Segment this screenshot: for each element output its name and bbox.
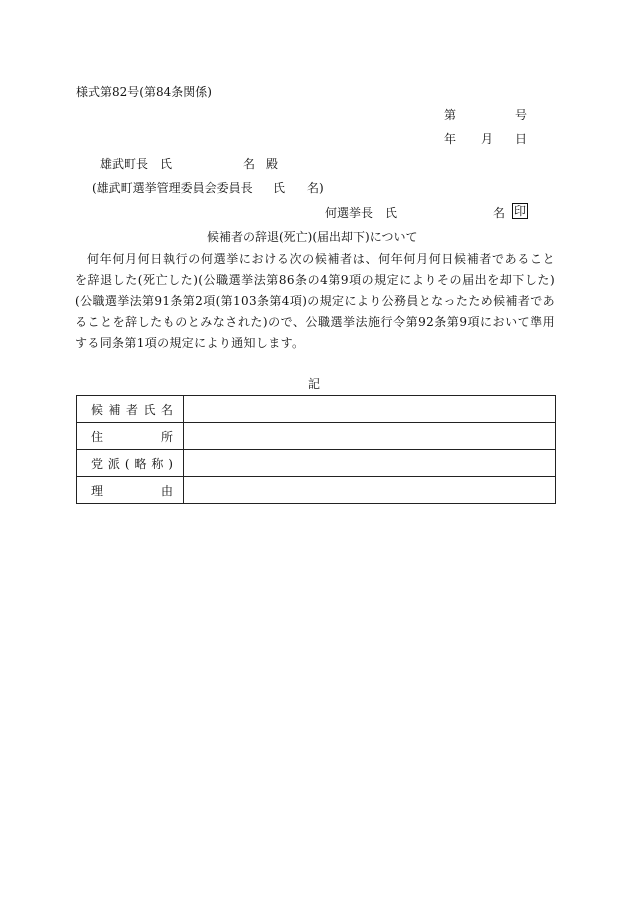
row-value	[184, 423, 556, 450]
sender-title: 何選挙長	[325, 206, 374, 220]
date-month: 月	[481, 132, 494, 146]
candidate-detail-table	[76, 395, 556, 504]
addressee-committee-name-mark: 氏	[273, 181, 286, 195]
date-year: 年	[444, 132, 457, 146]
row-value	[184, 396, 556, 423]
table-row	[77, 396, 556, 423]
seal-stamp: 印	[514, 204, 527, 218]
addressee-mayor-title: 雄武町長	[100, 157, 149, 171]
notice-heading: 記	[308, 377, 321, 391]
date-day: 日	[515, 132, 528, 146]
number-prefix: 第	[444, 108, 457, 122]
notice-body: 何年何月何日執行の何選挙における次の候補者は、何年何月何日候補者であることを辞退した(死亡した)(公職選挙法第86条の4第9項の規定によりその届出を却下した)(公職選挙法第91条第2項(第103条第4項)の規定により公務員となったため候補者であることを辞したものとみなされた)ので、公職選挙法施行令第92条第9項において準用する同条第1項の規定により通知します。	[75, 252, 555, 350]
addressee-mayor-honorific: 殿	[266, 157, 279, 171]
table-row	[77, 477, 556, 504]
addressee-committee-title: (雄武町選挙管理委員会委員長	[92, 181, 253, 195]
number-suffix: 号	[515, 108, 528, 122]
table-row	[77, 450, 556, 477]
sender-name-mark: 氏	[385, 206, 398, 220]
addressee-mayor-name: 名	[243, 157, 256, 171]
row-label: 理由	[77, 477, 184, 504]
row-label: 党派(略称)	[77, 450, 184, 477]
seal-mark	[508, 203, 528, 219]
addressee-mayor-name-mark: 氏	[160, 157, 173, 171]
row-value	[184, 450, 556, 477]
sender-name: 名	[493, 206, 506, 220]
row-label: 候補者氏名	[77, 396, 184, 423]
row-label: 住所	[77, 423, 184, 450]
row-value	[184, 477, 556, 504]
subject-line: 候補者の辞退(死亡)(届出却下)について	[207, 230, 418, 244]
addressee-committee-name: 名)	[307, 181, 324, 195]
form-title: 様式第82号(第84条関係)	[76, 85, 212, 99]
table-row	[77, 423, 556, 450]
